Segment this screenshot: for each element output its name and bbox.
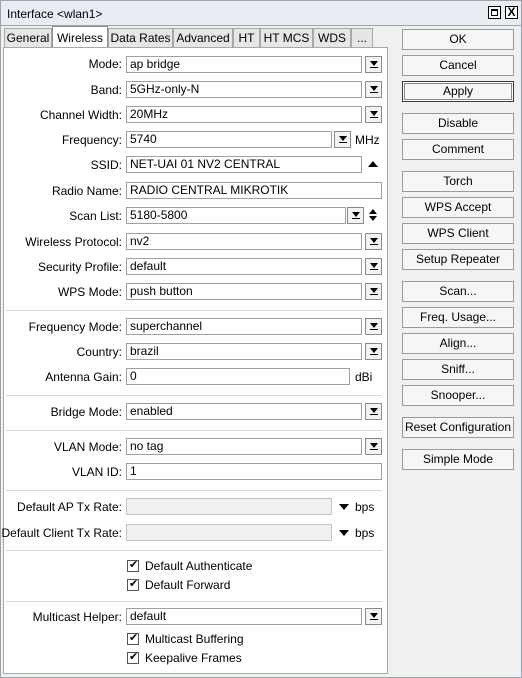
- scan-list-label: Scan List:: [69, 209, 122, 223]
- divider: [6, 490, 382, 491]
- default-client-tx-rate-unit: bps: [355, 526, 375, 540]
- default-ap-tx-rate-label: Default AP Tx Rate:: [17, 500, 122, 514]
- disable-button[interactable]: Disable: [402, 113, 514, 134]
- tab-wireless[interactable]: Wireless: [52, 26, 108, 47]
- channel-width-dropdown-icon[interactable]: [365, 106, 382, 123]
- scan-list-dropdown-icon[interactable]: [347, 207, 364, 224]
- maximize-icon[interactable]: [488, 6, 501, 19]
- antenna-gain-label: Antenna Gain:: [45, 370, 122, 384]
- country-select[interactable]: brazil: [126, 343, 362, 360]
- frequency-dropdown-icon[interactable]: [334, 131, 351, 148]
- default-ap-tx-rate-input[interactable]: [126, 498, 332, 515]
- vlan-mode-label: VLAN Mode:: [53, 440, 122, 454]
- scan-list-remove-icon[interactable]: [369, 216, 377, 221]
- vlan-id-input[interactable]: 1: [126, 463, 382, 480]
- sniff-button[interactable]: Sniff...: [402, 359, 514, 380]
- wps-mode-dropdown-icon[interactable]: [365, 283, 382, 300]
- radio-name-input[interactable]: RADIO CENTRAL MIKROTIK: [126, 182, 382, 199]
- channel-width-label: Channel Width:: [39, 108, 122, 122]
- divider: [6, 395, 382, 396]
- default-authenticate-checkbox[interactable]: [127, 560, 139, 572]
- wireless-protocol-select[interactable]: nv2: [126, 233, 362, 250]
- vlan-id-label: VLAN ID:: [71, 465, 122, 479]
- divider: [6, 430, 382, 431]
- simple-mode-button[interactable]: Simple Mode: [402, 449, 514, 470]
- mode-dropdown-icon[interactable]: [365, 56, 382, 73]
- default-ap-tx-rate-dropdown-icon[interactable]: [339, 504, 349, 510]
- wps-accept-button[interactable]: WPS Accept: [402, 197, 514, 218]
- wps-client-button[interactable]: WPS Client: [402, 223, 514, 244]
- snooper-button[interactable]: Snooper...: [402, 385, 514, 406]
- wps-mode-label: WPS Mode:: [57, 285, 122, 299]
- title-bar: [0, 0, 522, 26]
- close-icon[interactable]: X: [505, 6, 518, 19]
- tab-more[interactable]: ...: [351, 28, 373, 47]
- wps-mode-select[interactable]: push button: [126, 283, 362, 300]
- freq-usage-button[interactable]: Freq. Usage...: [402, 307, 514, 328]
- bridge-mode-dropdown-icon[interactable]: [365, 403, 382, 420]
- torch-button[interactable]: Torch: [402, 171, 514, 192]
- default-forward-label: Default Forward: [145, 578, 231, 592]
- multicast-helper-label: Multicast Helper:: [32, 610, 122, 624]
- default-forward-checkbox[interactable]: [127, 579, 139, 591]
- frequency-label: Frequency:: [61, 133, 122, 147]
- frequency-mode-label: Frequency Mode:: [28, 320, 122, 334]
- mode-select[interactable]: ap bridge: [126, 56, 362, 73]
- multicast-buffering-checkbox[interactable]: [127, 633, 139, 645]
- default-ap-tx-rate-unit: bps: [355, 500, 375, 514]
- multicast-helper-dropdown-icon[interactable]: [365, 608, 382, 625]
- country-dropdown-icon[interactable]: [365, 343, 382, 360]
- wireless-protocol-label: Wireless Protocol:: [25, 235, 122, 249]
- multicast-helper-select[interactable]: default: [126, 608, 362, 625]
- tab-general[interactable]: General: [4, 28, 52, 47]
- band-select[interactable]: 5GHz-only-N: [126, 81, 362, 98]
- tab-advanced[interactable]: Advanced: [173, 28, 233, 47]
- vlan-mode-dropdown-icon[interactable]: [365, 438, 382, 455]
- security-profile-dropdown-icon[interactable]: [365, 258, 382, 275]
- cancel-button[interactable]: Cancel: [402, 55, 514, 76]
- default-client-tx-rate-dropdown-icon[interactable]: [339, 530, 349, 536]
- tab-ht-mcs[interactable]: HT MCS: [260, 28, 313, 47]
- comment-button[interactable]: Comment: [402, 139, 514, 160]
- radio-name-label: Radio Name:: [51, 184, 122, 198]
- bridge-mode-select[interactable]: enabled: [126, 403, 362, 420]
- band-dropdown-icon[interactable]: [365, 81, 382, 98]
- apply-button[interactable]: Apply: [402, 81, 514, 102]
- band-label: Band:: [90, 83, 122, 97]
- frequency-unit: MHz: [355, 133, 380, 147]
- default-authenticate-label: Default Authenticate: [145, 559, 253, 573]
- scan-list-add-icon[interactable]: [369, 209, 377, 214]
- security-profile-select[interactable]: default: [126, 258, 362, 275]
- antenna-gain-unit: dBi: [355, 370, 373, 384]
- tab-ht[interactable]: HT: [233, 28, 260, 47]
- default-client-tx-rate-input[interactable]: [126, 524, 332, 541]
- ssid-input[interactable]: NET-UAI 01 NV2 CENTRAL: [126, 156, 362, 173]
- divider: [6, 601, 382, 602]
- mode-label: Mode:: [88, 57, 122, 71]
- keepalive-frames-label: Keepalive Frames: [145, 651, 242, 665]
- frequency-mode-select[interactable]: superchannel: [126, 318, 362, 335]
- align-button[interactable]: Align...: [402, 333, 514, 354]
- scan-list-input[interactable]: 5180-5800: [126, 207, 346, 224]
- default-client-tx-rate-label: Default Client Tx Rate:: [1, 526, 122, 540]
- tab-wds[interactable]: WDS: [313, 28, 351, 47]
- window-title: Interface <wlan1>: [7, 7, 103, 21]
- frequency-input[interactable]: 5740: [126, 131, 332, 148]
- ssid-label: SSID:: [90, 158, 122, 172]
- frequency-mode-dropdown-icon[interactable]: [365, 318, 382, 335]
- security-profile-label: Security Profile:: [37, 260, 122, 274]
- wireless-protocol-dropdown-icon[interactable]: [365, 233, 382, 250]
- bridge-mode-label: Bridge Mode:: [50, 405, 122, 419]
- vlan-mode-select[interactable]: no tag: [126, 438, 362, 455]
- divider: [6, 310, 382, 311]
- tab-data-rates[interactable]: Data Rates: [108, 28, 173, 47]
- channel-width-select[interactable]: 20MHz: [126, 106, 362, 123]
- ok-button[interactable]: OK: [402, 29, 514, 50]
- collapse-up-icon[interactable]: [368, 161, 378, 167]
- antenna-gain-input[interactable]: 0: [126, 368, 350, 385]
- divider: [6, 550, 382, 551]
- keepalive-frames-checkbox[interactable]: [127, 652, 139, 664]
- reset-configuration-button[interactable]: Reset Configuration: [402, 417, 514, 438]
- multicast-buffering-label: Multicast Buffering: [145, 632, 244, 646]
- setup-repeater-button[interactable]: Setup Repeater: [402, 249, 514, 270]
- country-label: Country:: [76, 345, 122, 359]
- scan-button[interactable]: Scan...: [402, 281, 514, 302]
